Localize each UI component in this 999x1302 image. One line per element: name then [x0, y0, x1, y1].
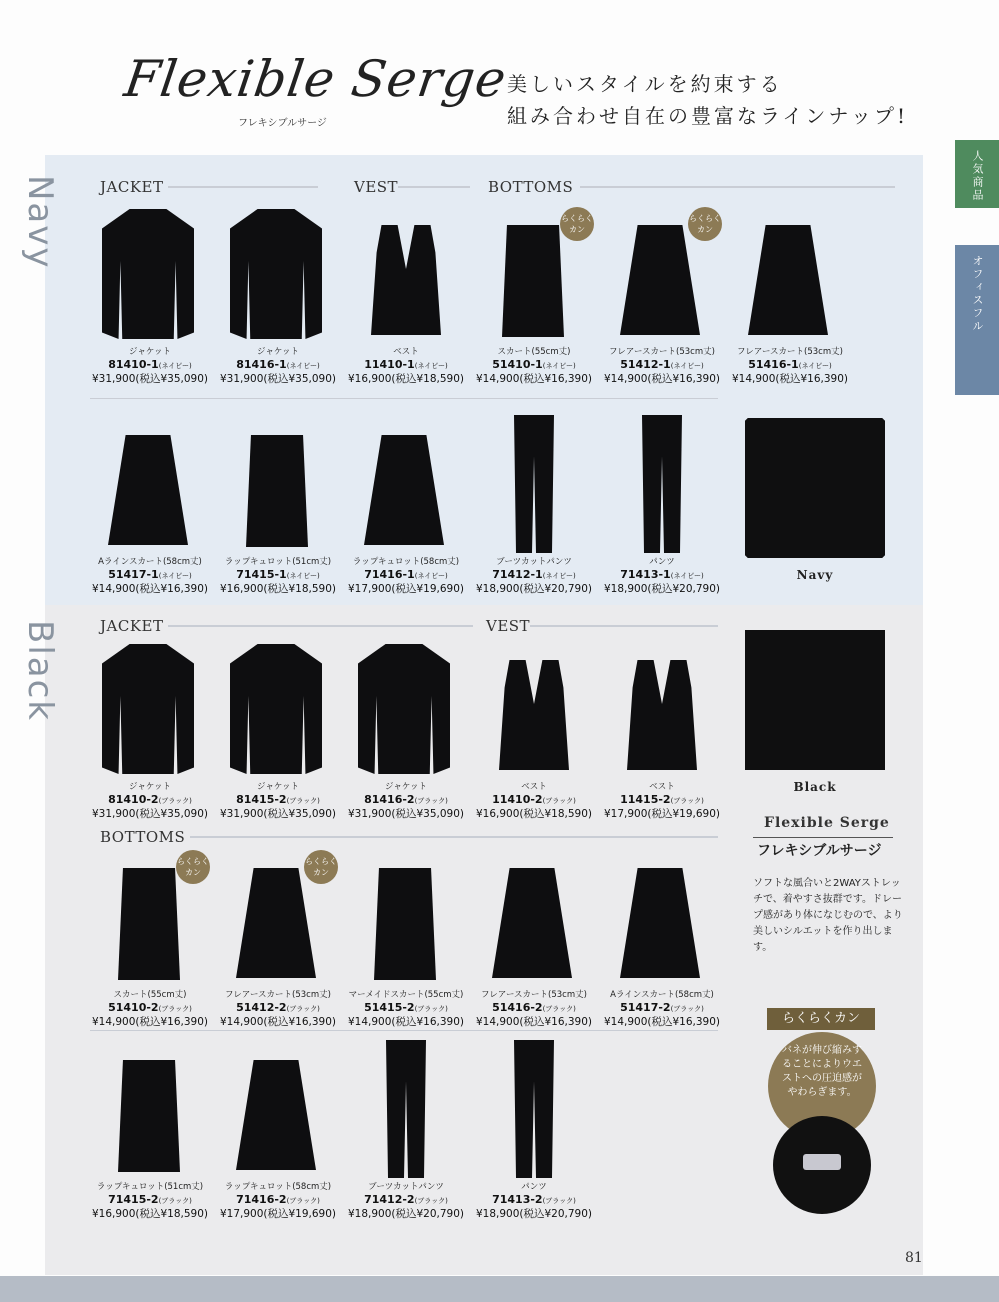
- product-code-number: 51417-2: [620, 1001, 671, 1014]
- product-image: [346, 1040, 466, 1180]
- product-price: ¥16,900(税込¥18,590): [347, 373, 465, 385]
- product-color: (ネイビー): [542, 572, 576, 580]
- skirt-image: [374, 868, 436, 980]
- product-image: [90, 205, 210, 345]
- product-code-number: 71416-2: [236, 1193, 287, 1206]
- product-price: ¥31,900(税込¥35,090): [91, 373, 209, 385]
- footer-band: [0, 1276, 999, 1302]
- product-code-number: 71412-2: [364, 1193, 415, 1206]
- product-image: [90, 640, 210, 780]
- rakuraku-clip-photo: [773, 1116, 871, 1214]
- product-item[interactable]: [602, 640, 722, 821]
- product-image: [218, 415, 338, 555]
- product-name: フレアースカート(53cm丈): [609, 347, 715, 357]
- product-price: ¥14,900(税込¥16,390): [603, 1016, 721, 1028]
- product-item[interactable]: [218, 848, 338, 1029]
- product-item[interactable]: [218, 640, 338, 821]
- product-name: ラップキュロット(51cm丈): [96, 1182, 204, 1192]
- product-name: スカート(55cm丈): [497, 347, 571, 357]
- product-item[interactable]: [90, 205, 210, 386]
- product-image: [90, 848, 210, 988]
- pants-image: [514, 1040, 554, 1178]
- skirt-image: [246, 435, 308, 547]
- tagline-line-1: 美しいスタイルを約束する: [507, 72, 783, 96]
- product-image: [602, 640, 722, 780]
- flare-skirt-image: [492, 868, 572, 978]
- product-code: [218, 1193, 338, 1208]
- rakuraku-title: らくらくカン: [767, 1008, 875, 1030]
- product-color: (ネイビー): [414, 362, 448, 370]
- product-name: Aラインスカート(58cm丈): [610, 990, 714, 1000]
- product-image: [218, 640, 338, 780]
- product-price: ¥18,900(税込¥20,790): [347, 1208, 465, 1220]
- product-code: [90, 568, 210, 583]
- product-name: ベスト: [393, 347, 419, 357]
- product-price: ¥31,900(税込¥35,090): [91, 808, 209, 820]
- flare-skirt-image: [236, 1060, 316, 1170]
- product-color: (ネイビー): [286, 572, 320, 580]
- product-name: ジャケット: [257, 782, 299, 792]
- product-price: ¥16,900(税込¥18,590): [475, 808, 593, 820]
- product-price: ¥16,900(税込¥18,590): [219, 583, 337, 595]
- black-swatch-label: Black: [793, 780, 837, 794]
- product-image: [90, 415, 210, 555]
- tab-office[interactable]: オフィスフル: [955, 245, 999, 395]
- product-item[interactable]: [602, 205, 722, 386]
- brand-title-kana: フレキシブルサージ: [238, 118, 327, 129]
- tagline-line-2: 組み合わせ自在の豊富なラインナップ!: [507, 104, 909, 128]
- product-item[interactable]: [346, 205, 466, 386]
- product-item[interactable]: [602, 848, 722, 1029]
- product-price: ¥18,900(税込¥20,790): [603, 583, 721, 595]
- product-color: (ネイビー): [670, 362, 704, 370]
- product-code: [90, 1193, 210, 1208]
- product-code-number: 51410-2: [108, 1001, 159, 1014]
- skirt-image: [502, 225, 564, 337]
- divider: [580, 186, 895, 188]
- product-code-number: 81416-2: [364, 793, 415, 806]
- fabric-description: ソフトな風合いと2WAYストレッチで、着やすさ抜群です。ドレープ感があり体になじむので、より美しいシルエットを作り出します。: [753, 878, 903, 953]
- product-color: (ネイビー): [158, 362, 192, 370]
- product-color: (ネイビー): [798, 362, 832, 370]
- product-item[interactable]: [346, 415, 466, 596]
- flare-skirt-image: [364, 435, 444, 545]
- product-code-number: 51415-2: [364, 1001, 415, 1014]
- product-code: [218, 793, 338, 808]
- page-number: 81: [905, 1250, 923, 1266]
- product-code-number: 51416-1: [748, 358, 799, 371]
- product-code-number: 81416-1: [236, 358, 287, 371]
- product-code: [602, 1001, 722, 1016]
- navy-bottoms-label: BOTTOMS: [488, 178, 574, 196]
- product-code: [602, 793, 722, 808]
- product-code-number: 11410-2: [492, 793, 543, 806]
- jacket-image: [230, 209, 322, 339]
- product-code: [474, 358, 594, 373]
- product-code: [90, 793, 210, 808]
- jacket-image: [358, 644, 450, 774]
- jacket-image: [102, 209, 194, 339]
- product-code-number: 81415-2: [236, 793, 287, 806]
- divider: [90, 1030, 718, 1031]
- product-color: (ブラック): [670, 797, 704, 805]
- product-price: ¥14,900(税込¥16,390): [91, 583, 209, 595]
- pants-image: [642, 415, 682, 553]
- product-color: (ブラック): [414, 797, 448, 805]
- product-price: ¥17,900(税込¥19,690): [603, 808, 721, 820]
- pants-image: [514, 415, 554, 553]
- product-item[interactable]: [730, 205, 850, 386]
- product-image: [602, 848, 722, 988]
- product-code: [218, 1001, 338, 1016]
- product-image: [218, 1040, 338, 1180]
- product-price: ¥14,900(税込¥16,390): [347, 1016, 465, 1028]
- divider: [753, 837, 893, 838]
- product-image: [474, 415, 594, 555]
- product-color: (ネイビー): [542, 362, 576, 370]
- product-code: [346, 1193, 466, 1208]
- product-image: [90, 1040, 210, 1180]
- brand-title: Flexible Serge: [120, 50, 511, 108]
- product-code-number: 81410-2: [108, 793, 159, 806]
- black-fabric-swatch: [745, 630, 885, 770]
- product-code-number: 51410-1: [492, 358, 543, 371]
- skirt-image: [118, 868, 180, 980]
- product-image: [602, 415, 722, 555]
- product-item[interactable]: [90, 640, 210, 821]
- product-color: (ブラック): [286, 1005, 320, 1013]
- product-item[interactable]: [474, 848, 594, 1029]
- flare-skirt-image: [108, 435, 188, 545]
- product-code: [602, 358, 722, 373]
- product-item[interactable]: [346, 640, 466, 821]
- product-item[interactable]: [474, 640, 594, 821]
- product-code: [474, 793, 594, 808]
- skirt-image: [118, 1060, 180, 1172]
- product-name: ジャケット: [385, 782, 427, 792]
- product-item[interactable]: [474, 205, 594, 386]
- product-item[interactable]: [218, 205, 338, 386]
- product-price: ¥18,900(税込¥20,790): [475, 1208, 593, 1220]
- product-color: (ブラック): [286, 797, 320, 805]
- divider: [398, 186, 470, 188]
- product-image: [346, 640, 466, 780]
- black-bottoms-label: BOTTOMS: [100, 828, 186, 846]
- product-price: ¥14,900(税込¥16,390): [91, 1016, 209, 1028]
- product-image: [218, 848, 338, 988]
- product-color: (ブラック): [542, 1197, 576, 1205]
- product-code: [346, 793, 466, 808]
- product-code: [90, 358, 210, 373]
- product-color: (ブラック): [286, 1197, 320, 1205]
- pants-image: [386, 1040, 426, 1178]
- product-name: マーメイドスカート(55cm丈): [348, 990, 464, 1000]
- black-side-label: Black: [20, 620, 60, 722]
- navy-swatch-label: Navy: [796, 568, 834, 582]
- product-code: [474, 1193, 594, 1208]
- product-code: [602, 568, 722, 583]
- product-price: ¥17,900(税込¥19,690): [219, 1208, 337, 1220]
- product-code-number: 51412-2: [236, 1001, 287, 1014]
- product-name: ベスト: [649, 782, 675, 792]
- product-code-number: 71415-1: [236, 568, 287, 581]
- product-price: ¥14,900(税込¥16,390): [475, 1016, 593, 1028]
- product-image: [346, 205, 466, 345]
- product-price: ¥31,900(税込¥35,090): [219, 808, 337, 820]
- rakuraku-badge: らくらくカン: [304, 850, 338, 884]
- product-item[interactable]: [90, 415, 210, 596]
- product-color: (ブラック): [542, 797, 576, 805]
- waist-clip-icon: [803, 1154, 841, 1170]
- product-item[interactable]: [218, 1040, 338, 1221]
- product-image: [730, 205, 850, 345]
- flare-skirt-image: [748, 225, 828, 335]
- product-name: ラップキュロット(51cm丈): [224, 557, 332, 567]
- flare-skirt-image: [620, 225, 700, 335]
- navy-jacket-label: JACKET: [100, 178, 164, 196]
- product-code-number: 11415-2: [620, 793, 671, 806]
- product-name: フレアースカート(53cm丈): [737, 347, 843, 357]
- product-item[interactable]: [90, 848, 210, 1029]
- fabric-name-jp: フレキシブルサージ: [757, 843, 882, 859]
- product-code-number: 71413-2: [492, 1193, 543, 1206]
- product-name: ベスト: [521, 782, 547, 792]
- product-code-number: 81410-1: [108, 358, 159, 371]
- product-name: フレアースカート(53cm丈): [481, 990, 587, 1000]
- product-code-number: 71412-1: [492, 568, 543, 581]
- product-code-number: 51416-2: [492, 1001, 543, 1014]
- product-item[interactable]: [474, 1040, 594, 1221]
- product-price: ¥31,900(税込¥35,090): [219, 373, 337, 385]
- product-name: ジャケット: [129, 782, 171, 792]
- product-name: フレアースカート(53cm丈): [225, 990, 331, 1000]
- divider: [168, 625, 473, 627]
- product-name: ラップキュロット(58cm丈): [352, 557, 460, 567]
- product-code: [474, 568, 594, 583]
- rakuraku-text: バネが伸び縮みすることによりウエストへの圧迫感がやわらぎます。: [782, 1045, 862, 1098]
- product-color: (ネイビー): [414, 572, 448, 580]
- product-code: [346, 358, 466, 373]
- product-code-number: 51412-1: [620, 358, 671, 371]
- product-code: [474, 1001, 594, 1016]
- product-name: ジャケット: [129, 347, 171, 357]
- product-price: ¥14,900(税込¥16,390): [731, 373, 849, 385]
- product-code: [346, 1001, 466, 1016]
- flare-skirt-image: [620, 868, 700, 978]
- product-image: [346, 848, 466, 988]
- product-name: ラップキュロット(58cm丈): [224, 1182, 332, 1192]
- product-code-number: 71415-2: [108, 1193, 159, 1206]
- product-name: Aラインスカート(58cm丈): [98, 557, 202, 567]
- product-price: ¥17,900(税込¥19,690): [347, 583, 465, 595]
- jacket-image: [230, 644, 322, 774]
- navy-vest-label: VEST: [354, 178, 399, 196]
- product-color: (ブラック): [670, 1005, 704, 1013]
- product-code: [730, 358, 850, 373]
- product-price: ¥16,900(税込¥18,590): [91, 1208, 209, 1220]
- product-color: (ブラック): [158, 797, 192, 805]
- black-vest-label: VEST: [486, 617, 531, 635]
- product-name: パンツ: [521, 1182, 547, 1192]
- product-item[interactable]: [218, 415, 338, 596]
- product-item[interactable]: [346, 1040, 466, 1221]
- product-code: [90, 1001, 210, 1016]
- product-price: ¥31,900(税込¥35,090): [347, 808, 465, 820]
- product-image: [474, 640, 594, 780]
- product-item[interactable]: [474, 415, 594, 596]
- product-code-number: 71413-1: [620, 568, 671, 581]
- product-price: ¥14,900(税込¥16,390): [603, 373, 721, 385]
- divider: [168, 186, 318, 188]
- product-code: [218, 358, 338, 373]
- product-name: スカート(55cm丈): [113, 990, 187, 1000]
- navy-side-label: Navy: [20, 175, 60, 270]
- product-item[interactable]: [90, 1040, 210, 1221]
- product-color: (ブラック): [414, 1197, 448, 1205]
- divider: [90, 398, 718, 399]
- black-jacket-label: JACKET: [100, 617, 164, 635]
- product-image: [474, 1040, 594, 1180]
- product-name: パンツ: [649, 557, 675, 567]
- product-code-number: 11410-1: [364, 358, 415, 371]
- divider: [190, 836, 718, 838]
- fabric-name-en: Flexible Serge: [764, 815, 890, 831]
- product-code-number: 71416-1: [364, 568, 415, 581]
- rakuraku-badge: らくらくカン: [560, 207, 594, 241]
- product-name: ブーツカットパンツ: [496, 557, 572, 567]
- product-color: (ブラック): [414, 1005, 448, 1013]
- product-image: [602, 205, 722, 345]
- product-image: [474, 848, 594, 988]
- product-color: (ネイビー): [158, 572, 192, 580]
- product-code-number: 51417-1: [108, 568, 159, 581]
- product-image: [474, 205, 594, 345]
- rakuraku-badge: らくらくカン: [176, 850, 210, 884]
- product-image: [346, 415, 466, 555]
- product-color: (ネイビー): [670, 572, 704, 580]
- product-price: ¥18,900(税込¥20,790): [475, 583, 593, 595]
- product-code: [218, 568, 338, 583]
- product-name: ジャケット: [257, 347, 299, 357]
- rakuraku-badge: らくらくカン: [688, 207, 722, 241]
- tab-popular[interactable]: 人気商品: [955, 140, 999, 208]
- product-item[interactable]: [346, 848, 466, 1029]
- product-item[interactable]: [602, 415, 722, 596]
- product-color: (ネイビー): [286, 362, 320, 370]
- product-code: [346, 568, 466, 583]
- vest-image: [627, 660, 697, 770]
- vest-image: [499, 660, 569, 770]
- product-name: ブーツカットパンツ: [368, 1182, 444, 1192]
- product-price: ¥14,900(税込¥16,390): [219, 1016, 337, 1028]
- product-image: [218, 205, 338, 345]
- product-color: (ブラック): [542, 1005, 576, 1013]
- product-color: (ブラック): [158, 1197, 192, 1205]
- divider: [530, 625, 718, 627]
- product-color: (ブラック): [158, 1005, 192, 1013]
- product-price: ¥14,900(税込¥16,390): [475, 373, 593, 385]
- vest-image: [371, 225, 441, 335]
- jacket-image: [102, 644, 194, 774]
- navy-fabric-swatch: [745, 418, 885, 558]
- flare-skirt-image: [236, 868, 316, 978]
